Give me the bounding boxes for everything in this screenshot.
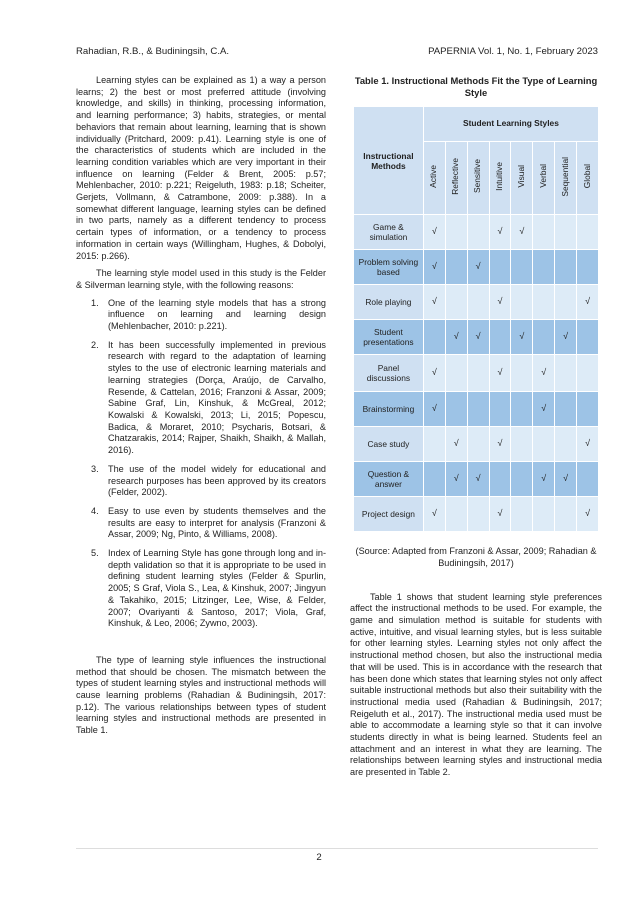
check-cell xyxy=(489,215,511,250)
paragraph-learning-styles: Learning styles can be explained as 1) a way a person learns; 2) the best or most preferred attitude (involving knowledge, and skills) in thinking, processing information, and learning performance; 3) habits, strategies, or mental behaviors that remain about learning, learning that is shown individually (Pritchard, 2009: p.41). Learning style is one of the characteristics of students which are included in the learning condition variables which are very important in their influence on learning (Felder & Brent, 2005: p.57; Mehlenbacher, 2010: p.221; Reigeluth, 1983: p.18; Scheiter, Gerjets, Vollmann, & Catrambone, 2009: p.388). In a somewhat different language, learning styles can be defined in two parts, namely as a different tendency to process certain types of information, or a tendency to process information in certain ways (Willingham, Hughes, & Dobolyi, 2015: p.266). xyxy=(76,75,326,261)
check-cell xyxy=(555,497,577,532)
style-header-intuitive xyxy=(489,142,511,215)
method-cell: Brainstorming xyxy=(354,392,424,427)
checkmark-icon: √ xyxy=(453,438,459,449)
check-cell xyxy=(489,497,511,532)
check-cell xyxy=(511,392,533,427)
page-number: 2 xyxy=(316,852,322,863)
check-cell xyxy=(445,355,467,392)
check-cell xyxy=(511,250,533,285)
check-cell xyxy=(511,285,533,320)
checkmark-icon: √ xyxy=(497,367,503,378)
check-cell xyxy=(467,285,489,320)
style-header-sensitive xyxy=(467,142,489,215)
check-cell xyxy=(445,462,467,497)
checkmark-icon: √ xyxy=(431,508,437,519)
method-cell: Case study xyxy=(354,427,424,462)
check-cell xyxy=(489,320,511,355)
check-cell xyxy=(511,215,533,250)
checkmark-icon: √ xyxy=(497,296,503,307)
paragraph-table-discussion: Table 1 shows that student learning style preferences affect the instructional methods to be used. For example, the game and simulation method is suitable for students with active, intuitive, and visual learning styles, but is less suitable for other learning styles. Learning styles not only affect the instructional method chosen, but also the instructional media that will be used. This is in accordance with the research that has been done which states that learning styles not only affect suitable instructional methods but also their suitability with the instructional media used (Rahadian & Budiningsih, 2017; Reigeluth et al., 2017). The instructional media used must be able to accommodate a learning style so that it can involve students directly in what is being learned. Students feel an attachment and an interest in what they are learning. The relationships between learning styles and instructional media are presented in Table 2. xyxy=(350,591,602,778)
reason-text: One of the learning style models that has a strong influence on learning and learning design (Mehlenbacher, 2010: p.221). xyxy=(108,297,326,332)
reason-text: Easy to use even by students themselves and the results are easy to interpret for analysis (Franzoni & Assar, 2009; Ng, Pinto, & Williams, 2008). xyxy=(108,505,326,540)
check-cell xyxy=(467,392,489,427)
checkmark-icon: √ xyxy=(497,226,503,237)
check-cell xyxy=(533,285,555,320)
check-cell xyxy=(445,392,467,427)
check-cell xyxy=(489,355,511,392)
checkmark-icon: √ xyxy=(563,331,569,342)
checkmark-icon: √ xyxy=(541,367,547,378)
checkmark-icon: √ xyxy=(519,226,525,237)
method-cell: Problem solving based xyxy=(354,250,424,285)
style-header-active xyxy=(423,142,445,215)
style-header-global xyxy=(577,142,599,215)
style-header-label: Visual xyxy=(516,165,526,188)
checkmark-icon: √ xyxy=(431,367,437,378)
checkmark-icon: √ xyxy=(475,331,481,342)
style-header-sequential xyxy=(555,142,577,215)
reason-text: It has been successfully implemented in previous research with regard to the adaptation of learning styles to the use of electronic learning materials and learning strategies (Dorça, Araújo, de Carvalho, Resende, & Cattelan, 2016; Franzoni & Assar, 2009; Sabine Graf, Lin, Kinshuk, & McGreal, 2012; Kowalski & Kowalski, 2013; Li, 2015; Popescu, Badica, & Moraret, 2010; Psycharis, Botsari, & Chatzarakis, 2014; Rajper, Shaikh, Shaikh, & Mallah, 2016). xyxy=(108,339,326,456)
check-cell xyxy=(577,427,599,462)
table-row xyxy=(354,497,599,532)
method-cell: Game & simulation xyxy=(354,215,424,250)
check-cell xyxy=(533,250,555,285)
left-column xyxy=(76,75,326,737)
checkmark-icon: √ xyxy=(431,403,437,414)
style-header-visual xyxy=(511,142,533,215)
reason-text: The use of the model widely for educational and research purposes has been approved by its creators (Felder, 2002). xyxy=(108,463,326,498)
check-cell xyxy=(511,320,533,355)
check-cell xyxy=(489,427,511,462)
table-row xyxy=(354,462,599,497)
checkmark-icon: √ xyxy=(585,508,591,519)
reason-number: 3. xyxy=(91,463,99,474)
checkmark-icon: √ xyxy=(585,438,591,449)
checkmark-icon: √ xyxy=(563,473,569,484)
check-cell xyxy=(533,462,555,497)
check-cell xyxy=(467,250,489,285)
checkmark-icon: √ xyxy=(541,403,547,414)
reasons-list xyxy=(76,298,326,630)
check-cell xyxy=(511,427,533,462)
check-cell xyxy=(445,215,467,250)
checkmark-icon: √ xyxy=(431,261,437,272)
reason-item xyxy=(76,340,326,457)
check-cell xyxy=(555,320,577,355)
check-cell xyxy=(533,497,555,532)
method-cell: Role playing xyxy=(354,285,424,320)
check-cell xyxy=(511,462,533,497)
check-cell xyxy=(555,462,577,497)
learning-style-table xyxy=(353,106,599,532)
check-cell xyxy=(445,250,467,285)
checkmark-icon: √ xyxy=(497,438,503,449)
check-cell xyxy=(555,250,577,285)
reason-number: 5. xyxy=(91,548,99,559)
check-cell xyxy=(533,392,555,427)
check-cell xyxy=(489,462,511,497)
check-cell xyxy=(423,462,445,497)
table-row xyxy=(354,320,599,355)
reason-item xyxy=(76,464,326,499)
style-header-label: Verbal xyxy=(537,164,548,189)
table-row xyxy=(354,427,599,462)
right-column xyxy=(350,75,602,779)
check-cell xyxy=(423,427,445,462)
check-cell xyxy=(555,355,577,392)
check-cell xyxy=(577,392,599,427)
check-cell xyxy=(423,215,445,250)
style-header-reflective xyxy=(445,142,467,215)
header-journal: PAPERNIA Vol. 1, No. 1, February 2023 xyxy=(428,46,598,57)
check-cell xyxy=(467,320,489,355)
check-cell xyxy=(489,285,511,320)
check-cell xyxy=(533,427,555,462)
reason-number: 1. xyxy=(91,297,99,308)
checkmark-icon: √ xyxy=(453,473,459,484)
checkmark-icon: √ xyxy=(475,473,481,484)
table-row xyxy=(354,250,599,285)
method-cell: Student presentations xyxy=(354,320,424,355)
check-cell xyxy=(423,285,445,320)
check-cell xyxy=(577,462,599,497)
checkmark-icon: √ xyxy=(453,331,459,342)
check-cell xyxy=(423,250,445,285)
check-cell xyxy=(467,497,489,532)
check-cell xyxy=(467,427,489,462)
check-cell xyxy=(577,320,599,355)
checkmark-icon: √ xyxy=(497,508,503,519)
check-cell xyxy=(423,392,445,427)
table-row xyxy=(354,392,599,427)
table-row xyxy=(354,285,599,320)
check-cell xyxy=(533,355,555,392)
footer-divider xyxy=(76,848,598,849)
check-cell xyxy=(533,320,555,355)
check-cell xyxy=(423,320,445,355)
check-cell xyxy=(423,497,445,532)
check-cell xyxy=(445,497,467,532)
check-cell xyxy=(533,215,555,250)
page-header xyxy=(76,46,598,62)
check-cell xyxy=(577,497,599,532)
checkmark-icon: √ xyxy=(475,261,481,272)
check-cell xyxy=(511,497,533,532)
check-cell xyxy=(489,250,511,285)
style-header-verbal xyxy=(533,142,555,215)
check-cell xyxy=(445,427,467,462)
style-header-label: Reflective xyxy=(450,157,461,195)
checkmark-icon: √ xyxy=(585,296,591,307)
table-group-header: Student Learning Styles xyxy=(423,107,598,142)
checkmark-icon: √ xyxy=(431,226,437,237)
check-cell xyxy=(555,215,577,250)
table-corner-header: Instructional Methods xyxy=(354,107,424,215)
reason-item xyxy=(76,506,326,541)
header-authors: Rahadian, R.B., & Budiningsih, C.A. xyxy=(76,46,230,57)
check-cell xyxy=(467,355,489,392)
check-cell xyxy=(577,285,599,320)
style-header-label: Sensitive xyxy=(472,159,483,194)
check-cell xyxy=(467,215,489,250)
reason-number: 4. xyxy=(91,505,99,516)
check-cell xyxy=(445,320,467,355)
check-cell xyxy=(489,392,511,427)
check-cell xyxy=(445,285,467,320)
method-cell: Project design xyxy=(354,497,424,532)
reason-item xyxy=(76,298,326,333)
checkmark-icon: √ xyxy=(519,331,525,342)
table-row xyxy=(354,355,599,392)
check-cell xyxy=(467,462,489,497)
style-header-label: Global xyxy=(581,164,592,189)
reason-number: 2. xyxy=(91,339,99,350)
table-row xyxy=(354,215,599,250)
check-cell xyxy=(555,392,577,427)
checkmark-icon: √ xyxy=(431,296,437,307)
style-header-label: Sequential xyxy=(559,156,570,197)
table-caption: Table 1. Instructional Methods Fit the Type of Learning Style xyxy=(354,75,598,98)
style-header-label: Intuitive xyxy=(494,161,505,191)
method-cell: Question & answer xyxy=(354,462,424,497)
method-cell: Panel discussions xyxy=(354,355,424,392)
checkmark-icon: √ xyxy=(541,473,547,484)
check-cell xyxy=(577,355,599,392)
check-cell xyxy=(577,215,599,250)
check-cell xyxy=(423,355,445,392)
paragraph-model: The learning style model used in this study is the Felder & Silverman learning style, with the following reasons: xyxy=(76,268,326,290)
reason-item xyxy=(76,548,326,630)
paragraph-type-influence: The type of learning style influences the instructional method that should be chosen. The mismatch between the types of student learning styles and instructional methods will cause learning problems (Rahadian & Budiningsih, 2017: p.12). The various relationships between types of student learning styles and instructional methods are presented in Table 1. xyxy=(76,654,326,736)
check-cell xyxy=(577,250,599,285)
table-source: (Source: Adapted from Franzoni & Assar, 2009; Rahadian & Budiningsih, 2017) xyxy=(355,546,597,568)
check-cell xyxy=(555,427,577,462)
check-cell xyxy=(511,355,533,392)
style-header-label: Active xyxy=(428,164,439,188)
check-cell xyxy=(555,285,577,320)
reason-text: Index of Learning Style has gone through long and in-depth validation so that it is appropriate to be used in defining student learning styles (Felder & Spurlin, 2005; S Graf, Viola S., Lea, & Kinshuk, 2007; Jingyun & Takahiko, 2015; Litzinger, Lee, Wise, & Felder, 2007; Ovariyanti & Santoso, 2017; Viola, Graf, Kinshuk, & Leo, 2006; Zywno, 2003). xyxy=(108,548,326,629)
